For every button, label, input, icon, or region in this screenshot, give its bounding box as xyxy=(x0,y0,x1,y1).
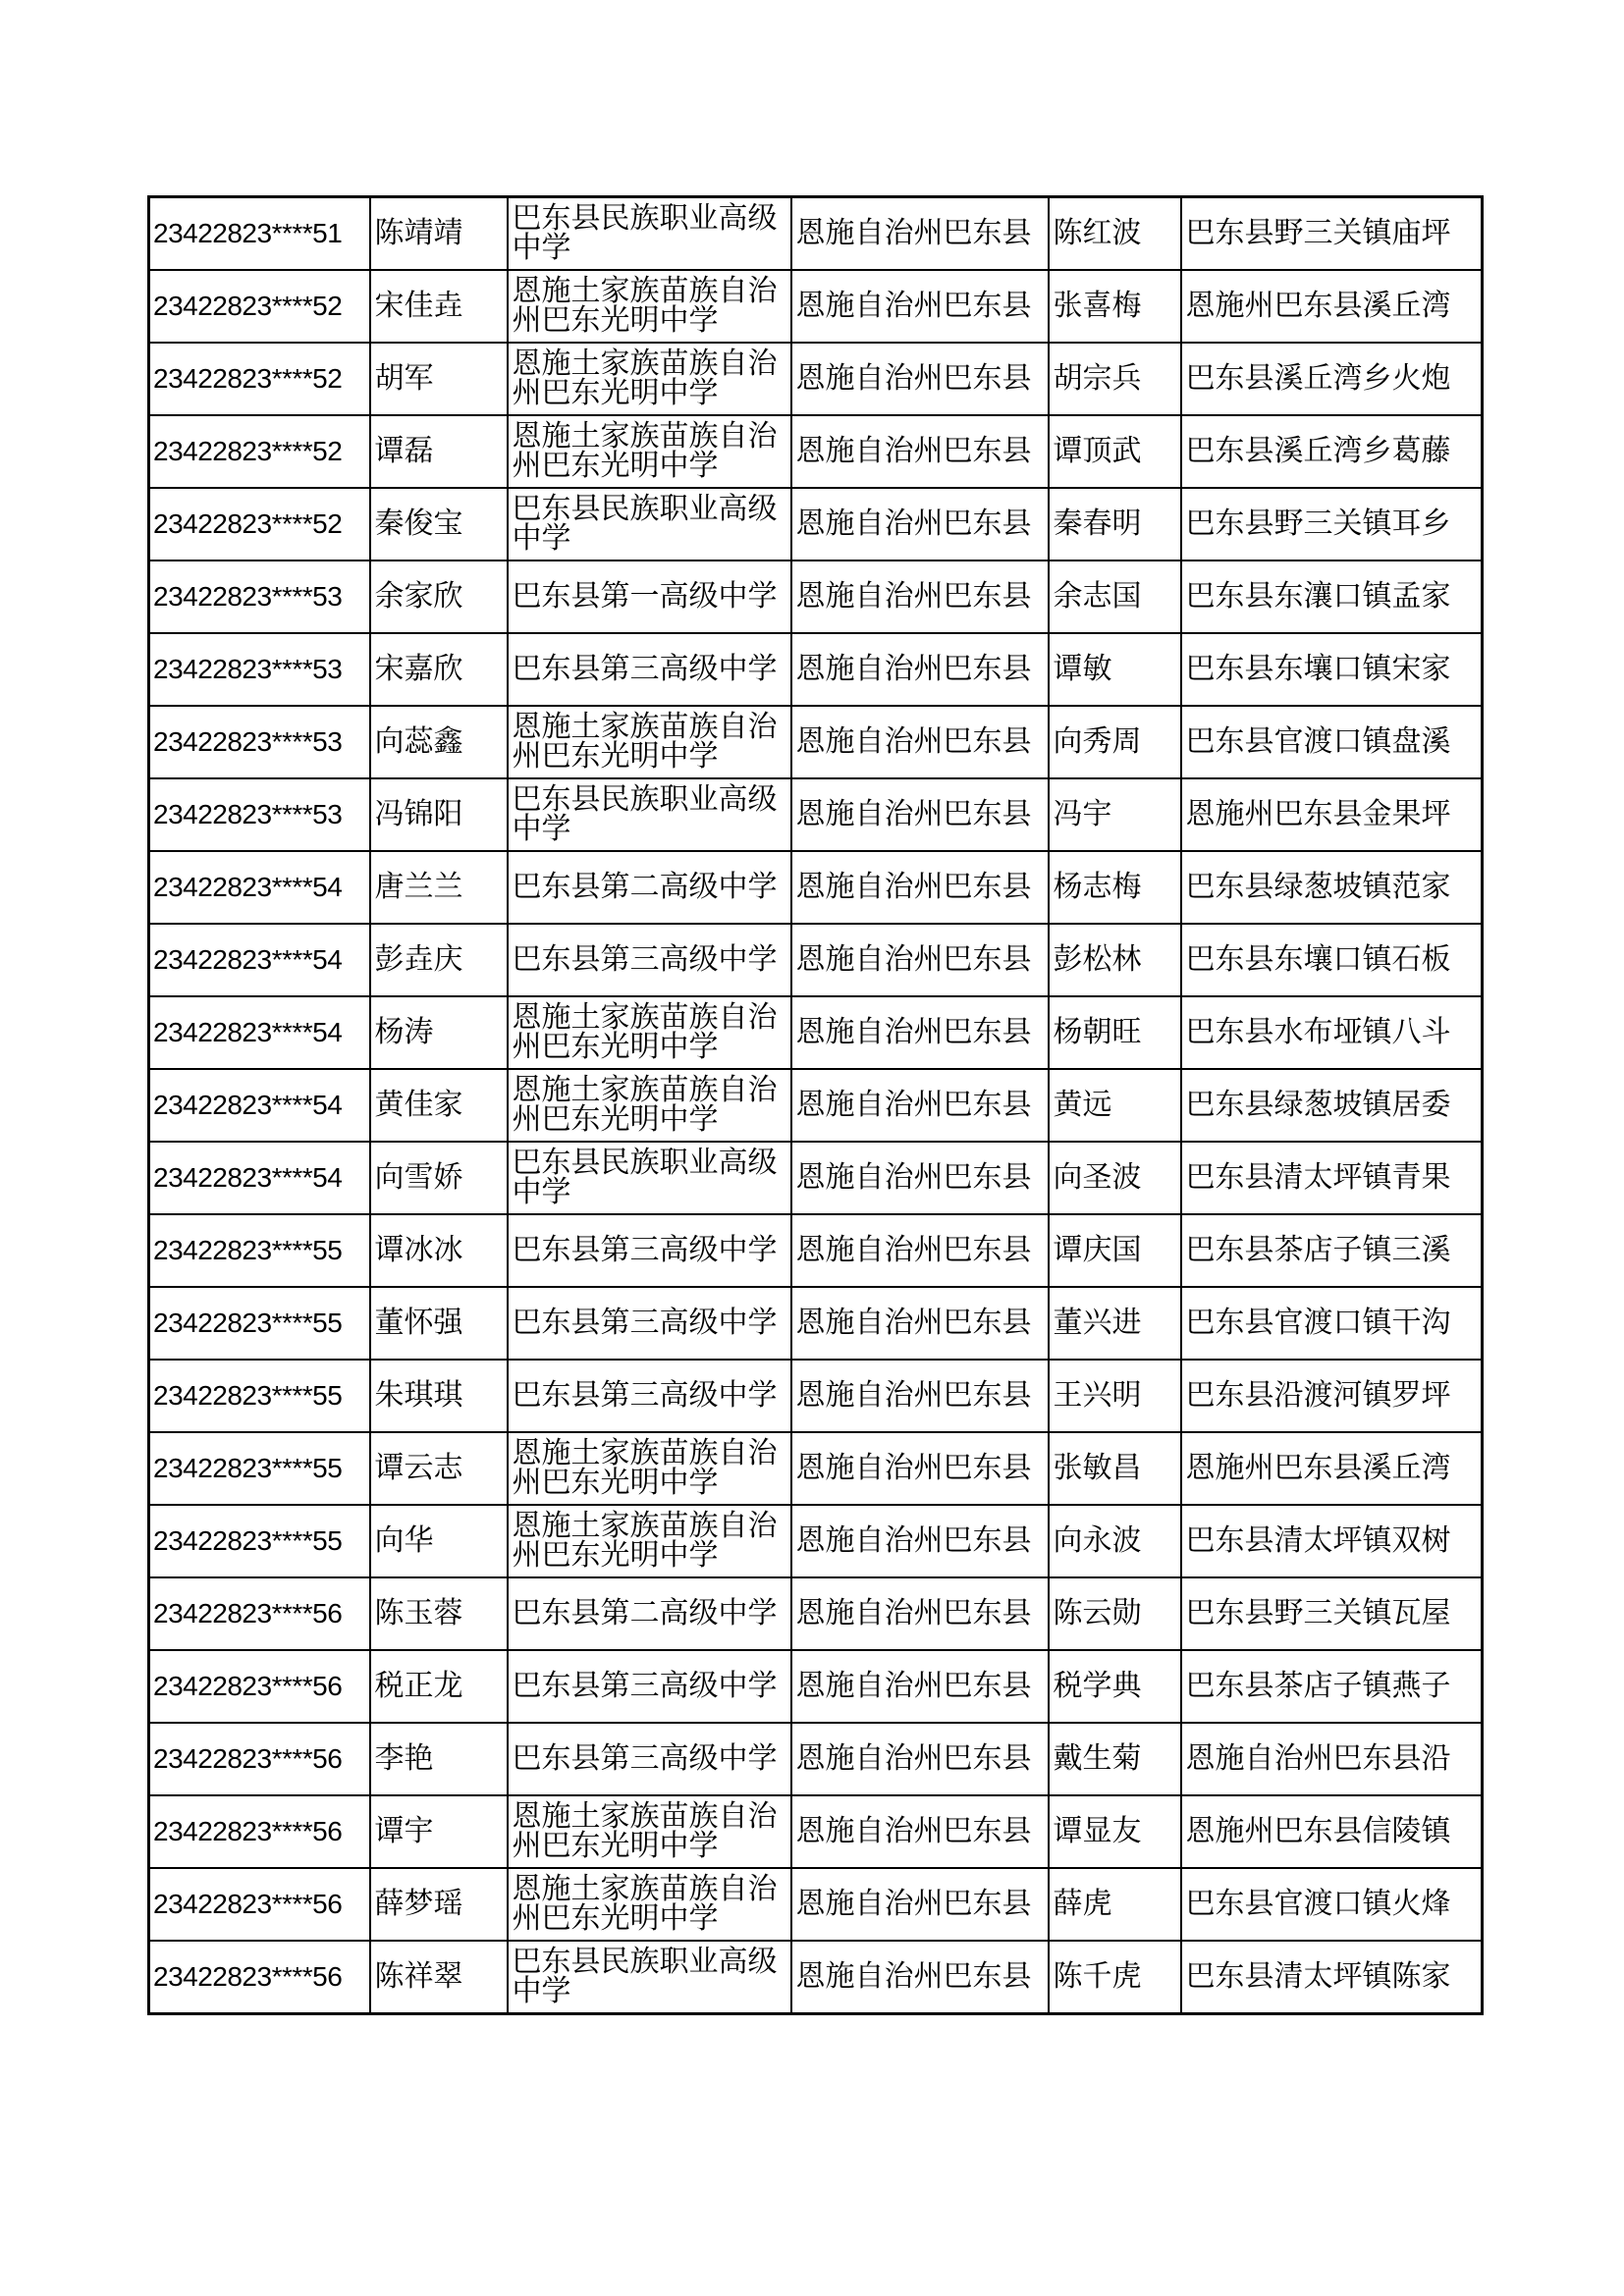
school-cell: 巴东县第三高级中学 xyxy=(508,1287,791,1360)
table-row xyxy=(149,1142,1483,1214)
id-number-cell: 23422823****55 xyxy=(149,1287,370,1360)
guardian-name-cell: 谭显友 xyxy=(1049,1795,1181,1868)
region-cell: 恩施自治州巴东县 xyxy=(791,1069,1049,1142)
region-cell: 恩施自治州巴东县 xyxy=(791,1287,1049,1360)
region-cell: 恩施自治州巴东县 xyxy=(791,415,1049,488)
id-number-cell: 23422823****56 xyxy=(149,1577,370,1650)
address-cell: 恩施州巴东县金果坪 xyxy=(1181,778,1483,851)
record-table xyxy=(147,195,1484,2015)
table-row xyxy=(149,197,1483,271)
table-row xyxy=(149,561,1483,633)
guardian-name-cell: 陈千虎 xyxy=(1049,1941,1181,2014)
address-cell: 巴东县溪丘湾乡葛藤 xyxy=(1181,415,1483,488)
student-name-cell: 秦俊宝 xyxy=(370,488,508,561)
school-cell: 恩施土家族苗族自治州巴东光明中学 xyxy=(508,270,791,343)
id-number-cell: 23422823****52 xyxy=(149,488,370,561)
student-name-cell: 余家欣 xyxy=(370,561,508,633)
region-cell: 恩施自治州巴东县 xyxy=(791,633,1049,706)
table-row xyxy=(149,778,1483,851)
region-cell: 恩施自治州巴东县 xyxy=(791,706,1049,778)
id-number-cell: 23422823****53 xyxy=(149,778,370,851)
student-name-cell: 向华 xyxy=(370,1505,508,1577)
school-cell: 恩施土家族苗族自治州巴东光明中学 xyxy=(508,996,791,1069)
id-number-cell: 23422823****52 xyxy=(149,343,370,415)
id-number-cell: 23422823****53 xyxy=(149,706,370,778)
table-row xyxy=(149,1577,1483,1650)
address-cell: 巴东县茶店子镇三溪 xyxy=(1181,1214,1483,1287)
student-name-cell: 李艳 xyxy=(370,1723,508,1795)
region-cell: 恩施自治州巴东县 xyxy=(791,778,1049,851)
id-number-cell: 23422823****55 xyxy=(149,1505,370,1577)
guardian-name-cell: 税学典 xyxy=(1049,1650,1181,1723)
guardian-name-cell: 向永波 xyxy=(1049,1505,1181,1577)
guardian-name-cell: 戴生菊 xyxy=(1049,1723,1181,1795)
region-cell: 恩施自治州巴东县 xyxy=(791,1868,1049,1941)
table-row xyxy=(149,706,1483,778)
guardian-name-cell: 秦春明 xyxy=(1049,488,1181,561)
guardian-name-cell: 张敏昌 xyxy=(1049,1432,1181,1505)
school-cell: 恩施土家族苗族自治州巴东光明中学 xyxy=(508,706,791,778)
school-cell: 恩施土家族苗族自治州巴东光明中学 xyxy=(508,343,791,415)
id-number-cell: 23422823****56 xyxy=(149,1795,370,1868)
id-number-cell: 23422823****56 xyxy=(149,1941,370,2014)
guardian-name-cell: 陈云勋 xyxy=(1049,1577,1181,1650)
table-row xyxy=(149,1432,1483,1505)
school-cell: 巴东县第三高级中学 xyxy=(508,924,791,996)
address-cell: 巴东县官渡口镇盘溪 xyxy=(1181,706,1483,778)
school-cell: 恩施土家族苗族自治州巴东光明中学 xyxy=(508,1868,791,1941)
table-row xyxy=(149,996,1483,1069)
table-row xyxy=(149,1069,1483,1142)
guardian-name-cell: 谭顶武 xyxy=(1049,415,1181,488)
region-cell: 恩施自治州巴东县 xyxy=(791,1650,1049,1723)
guardian-name-cell: 谭庆国 xyxy=(1049,1214,1181,1287)
student-name-cell: 陈靖靖 xyxy=(370,197,508,271)
id-number-cell: 23422823****53 xyxy=(149,633,370,706)
region-cell: 恩施自治州巴东县 xyxy=(791,1723,1049,1795)
school-cell: 恩施土家族苗族自治州巴东光明中学 xyxy=(508,1432,791,1505)
table-row xyxy=(149,488,1483,561)
address-cell: 巴东县沿渡河镇罗坪 xyxy=(1181,1360,1483,1432)
id-number-cell: 23422823****54 xyxy=(149,851,370,924)
table-row xyxy=(149,415,1483,488)
guardian-name-cell: 杨志梅 xyxy=(1049,851,1181,924)
school-cell: 恩施土家族苗族自治州巴东光明中学 xyxy=(508,415,791,488)
id-number-cell: 23422823****54 xyxy=(149,1069,370,1142)
table-row xyxy=(149,1650,1483,1723)
school-cell: 巴东县第三高级中学 xyxy=(508,1650,791,1723)
id-number-cell: 23422823****54 xyxy=(149,996,370,1069)
guardian-name-cell: 董兴进 xyxy=(1049,1287,1181,1360)
table-row xyxy=(149,270,1483,343)
student-name-cell: 胡军 xyxy=(370,343,508,415)
student-name-cell: 薛梦瑶 xyxy=(370,1868,508,1941)
student-name-cell: 冯锦阳 xyxy=(370,778,508,851)
student-name-cell: 谭冰冰 xyxy=(370,1214,508,1287)
school-cell: 巴东县民族职业高级中学 xyxy=(508,488,791,561)
guardian-name-cell: 薛虎 xyxy=(1049,1868,1181,1941)
id-number-cell: 23422823****52 xyxy=(149,415,370,488)
student-name-cell: 宋佳垚 xyxy=(370,270,508,343)
id-number-cell: 23422823****56 xyxy=(149,1650,370,1723)
id-number-cell: 23422823****55 xyxy=(149,1360,370,1432)
guardian-name-cell: 陈红波 xyxy=(1049,197,1181,271)
id-number-cell: 23422823****55 xyxy=(149,1214,370,1287)
region-cell: 恩施自治州巴东县 xyxy=(791,1941,1049,2014)
table-row xyxy=(149,1723,1483,1795)
guardian-name-cell: 黄远 xyxy=(1049,1069,1181,1142)
student-name-cell: 向蕊鑫 xyxy=(370,706,508,778)
table-row xyxy=(149,1214,1483,1287)
address-cell: 巴东县溪丘湾乡火炮 xyxy=(1181,343,1483,415)
address-cell: 巴东县清太坪镇陈家 xyxy=(1181,1941,1483,2014)
guardian-name-cell: 彭松林 xyxy=(1049,924,1181,996)
region-cell: 恩施自治州巴东县 xyxy=(791,1432,1049,1505)
table-row xyxy=(149,633,1483,706)
address-cell: 恩施州巴东县信陵镇 xyxy=(1181,1795,1483,1868)
id-number-cell: 23422823****55 xyxy=(149,1432,370,1505)
address-cell: 巴东县野三关镇庙坪 xyxy=(1181,197,1483,271)
student-name-cell: 陈玉蓉 xyxy=(370,1577,508,1650)
table-row xyxy=(149,1795,1483,1868)
student-name-cell: 向雪娇 xyxy=(370,1142,508,1214)
table-row xyxy=(149,1505,1483,1577)
school-cell: 巴东县第三高级中学 xyxy=(508,1214,791,1287)
school-cell: 巴东县第三高级中学 xyxy=(508,633,791,706)
table-row xyxy=(149,1941,1483,2014)
school-cell: 巴东县民族职业高级中学 xyxy=(508,1142,791,1214)
address-cell: 巴东县官渡口镇火烽 xyxy=(1181,1868,1483,1941)
school-cell: 巴东县第三高级中学 xyxy=(508,1723,791,1795)
region-cell: 恩施自治州巴东县 xyxy=(791,924,1049,996)
region-cell: 恩施自治州巴东县 xyxy=(791,270,1049,343)
table-row xyxy=(149,343,1483,415)
id-number-cell: 23422823****53 xyxy=(149,561,370,633)
address-cell: 恩施州巴东县溪丘湾 xyxy=(1181,1432,1483,1505)
student-name-cell: 黄佳家 xyxy=(370,1069,508,1142)
address-cell: 巴东县野三关镇瓦屋 xyxy=(1181,1577,1483,1650)
student-name-cell: 谭宇 xyxy=(370,1795,508,1868)
id-number-cell: 23422823****52 xyxy=(149,270,370,343)
student-name-cell: 唐兰兰 xyxy=(370,851,508,924)
region-cell: 恩施自治州巴东县 xyxy=(791,851,1049,924)
student-name-cell: 税正龙 xyxy=(370,1650,508,1723)
id-number-cell: 23422823****54 xyxy=(149,924,370,996)
region-cell: 恩施自治州巴东县 xyxy=(791,1214,1049,1287)
guardian-name-cell: 余志国 xyxy=(1049,561,1181,633)
guardian-name-cell: 张喜梅 xyxy=(1049,270,1181,343)
student-name-cell: 杨涛 xyxy=(370,996,508,1069)
guardian-name-cell: 冯宇 xyxy=(1049,778,1181,851)
address-cell: 巴东县清太坪镇青果 xyxy=(1181,1142,1483,1214)
region-cell: 恩施自治州巴东县 xyxy=(791,1142,1049,1214)
region-cell: 恩施自治州巴东县 xyxy=(791,1360,1049,1432)
school-cell: 巴东县第二高级中学 xyxy=(508,851,791,924)
region-cell: 恩施自治州巴东县 xyxy=(791,561,1049,633)
address-cell: 巴东县绿葱坡镇范家 xyxy=(1181,851,1483,924)
address-cell: 恩施州巴东县溪丘湾 xyxy=(1181,270,1483,343)
region-cell: 恩施自治州巴东县 xyxy=(791,1795,1049,1868)
address-cell: 恩施自治州巴东县沿 xyxy=(1181,1723,1483,1795)
table-row xyxy=(149,851,1483,924)
guardian-name-cell: 胡宗兵 xyxy=(1049,343,1181,415)
school-cell: 巴东县第二高级中学 xyxy=(508,1577,791,1650)
id-number-cell: 23422823****56 xyxy=(149,1723,370,1795)
student-name-cell: 朱琪琪 xyxy=(370,1360,508,1432)
address-cell: 巴东县清太坪镇双树 xyxy=(1181,1505,1483,1577)
address-cell: 巴东县东壤口镇石板 xyxy=(1181,924,1483,996)
address-cell: 巴东县东壤口镇宋家 xyxy=(1181,633,1483,706)
address-cell: 巴东县东瀼口镇孟家 xyxy=(1181,561,1483,633)
school-cell: 恩施土家族苗族自治州巴东光明中学 xyxy=(508,1069,791,1142)
table-row xyxy=(149,1360,1483,1432)
student-name-cell: 董怀强 xyxy=(370,1287,508,1360)
school-cell: 恩施土家族苗族自治州巴东光明中学 xyxy=(508,1505,791,1577)
address-cell: 巴东县野三关镇耳乡 xyxy=(1181,488,1483,561)
region-cell: 恩施自治州巴东县 xyxy=(791,1577,1049,1650)
record-table-body xyxy=(149,197,1483,2014)
student-name-cell: 陈祥翠 xyxy=(370,1941,508,2014)
region-cell: 恩施自治州巴东县 xyxy=(791,488,1049,561)
address-cell: 巴东县水布垭镇八斗 xyxy=(1181,996,1483,1069)
school-cell: 巴东县民族职业高级中学 xyxy=(508,778,791,851)
school-cell: 巴东县民族职业高级中学 xyxy=(508,197,791,271)
guardian-name-cell: 王兴明 xyxy=(1049,1360,1181,1432)
region-cell: 恩施自治州巴东县 xyxy=(791,197,1049,271)
address-cell: 巴东县绿葱坡镇居委 xyxy=(1181,1069,1483,1142)
table-row xyxy=(149,924,1483,996)
guardian-name-cell: 向圣波 xyxy=(1049,1142,1181,1214)
student-name-cell: 谭云志 xyxy=(370,1432,508,1505)
guardian-name-cell: 谭敏 xyxy=(1049,633,1181,706)
guardian-name-cell: 杨朝旺 xyxy=(1049,996,1181,1069)
region-cell: 恩施自治州巴东县 xyxy=(791,996,1049,1069)
region-cell: 恩施自治州巴东县 xyxy=(791,343,1049,415)
student-name-cell: 谭磊 xyxy=(370,415,508,488)
table-row xyxy=(149,1868,1483,1941)
address-cell: 巴东县官渡口镇干沟 xyxy=(1181,1287,1483,1360)
id-number-cell: 23422823****56 xyxy=(149,1868,370,1941)
school-cell: 恩施土家族苗族自治州巴东光明中学 xyxy=(508,1795,791,1868)
school-cell: 巴东县民族职业高级中学 xyxy=(508,1941,791,2014)
student-name-cell: 彭垚庆 xyxy=(370,924,508,996)
table-row xyxy=(149,1287,1483,1360)
guardian-name-cell: 向秀周 xyxy=(1049,706,1181,778)
id-number-cell: 23422823****54 xyxy=(149,1142,370,1214)
address-cell: 巴东县茶店子镇燕子 xyxy=(1181,1650,1483,1723)
school-cell: 巴东县第一高级中学 xyxy=(508,561,791,633)
id-number-cell: 23422823****51 xyxy=(149,197,370,271)
region-cell: 恩施自治州巴东县 xyxy=(791,1505,1049,1577)
school-cell: 巴东县第三高级中学 xyxy=(508,1360,791,1432)
student-name-cell: 宋嘉欣 xyxy=(370,633,508,706)
